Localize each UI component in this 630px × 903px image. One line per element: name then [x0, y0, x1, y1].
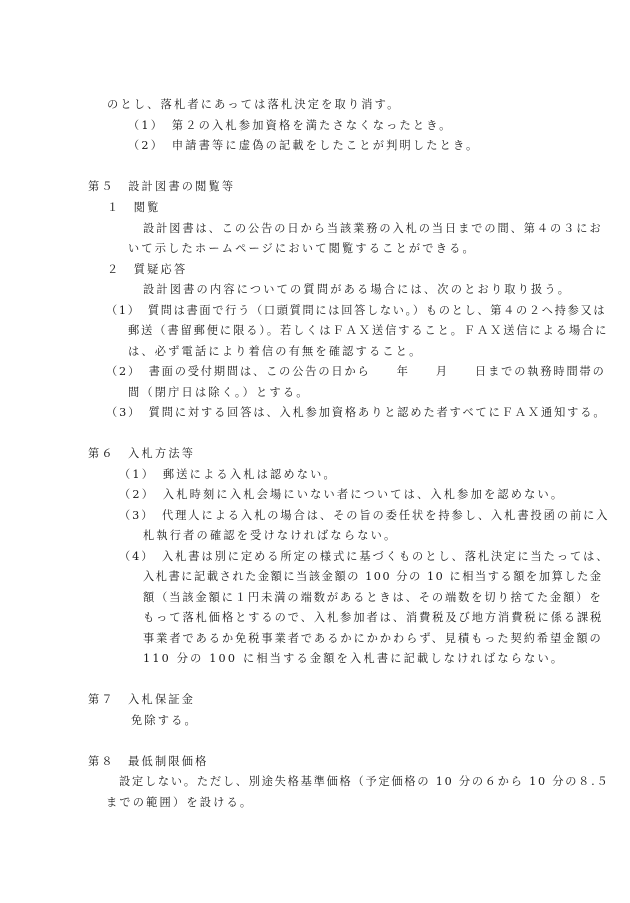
text-line: 事業者であるか免税事業者であるかにかかわらず、見積もった契約希望金額の — [143, 632, 603, 645]
section-heading: 第５ 設計図書の閲覧等 — [88, 180, 236, 193]
text-line: （2） 申請書等に虚偽の記載をしたことが判明したとき。 — [128, 139, 480, 152]
text-line: 額（当該金額に１円未満の端数があるときは、その端数を切り捨てた金額）を — [143, 591, 603, 604]
text-line: （2） 入札時刻に入札会場にいない者については、入札参加を認めない。 — [119, 488, 565, 501]
text-line: 設計図書の内容についての質問がある場合には、次のとおり取り扱う。 — [143, 283, 572, 296]
text-line: 免除する。 — [131, 714, 198, 727]
text-line: 設定しない。ただし、別途失格基準価格（予定価格の 10 分の６から 10 分の８.５ — [119, 775, 610, 788]
subsection-heading: ２ 質疑応答 — [107, 263, 188, 276]
section-heading: 第７ 入札保証金 — [88, 693, 196, 706]
text-line: （2） 書面の受付期間は、この公告の日から 年 月 日までの執務時間帯の — [106, 365, 606, 378]
subsection-heading: １ 閲覧 — [107, 201, 161, 214]
text-line: までの範囲）を設ける。 — [106, 796, 254, 809]
text-line: 110 分の 100 に相当する金額を入札書に記載しなければならない。 — [143, 652, 565, 665]
text-line: （1） 郵送による入札は認めない。 — [119, 468, 337, 481]
text-line: （3） 質問に対する回答は、入札参加資格ありと認めた者すべてにＦＡＸ通知する。 — [106, 406, 607, 419]
text-line: （3） 代理人による入札の場合は、その旨の委任状を持参し、入札書投函の前に入 — [119, 509, 610, 522]
text-line: 入札書に記載された金額に当該金額の 100 分の 10 に相当する額を加算した金 — [143, 570, 603, 583]
text-line: 設計図書は、この公告の日から当該業務の入札の当日までの間、第４の３にお — [143, 222, 603, 235]
text-line: いて示したホームページにおいて閲覧することができる。 — [128, 242, 476, 255]
section-heading: 第６ 入札方法等 — [88, 447, 196, 460]
text-line: のとし、落札者にあっては落札決定を取り消す。 — [107, 98, 401, 111]
text-line: （4） 入札書は別に定める所定の様式に基づくものとし、落札決定に当たっては、 — [119, 550, 610, 563]
text-line: （1） 第２の入札参加資格を満たさなくなったとき。 — [128, 119, 453, 132]
text-line: 郵送（書留郵便に限る）。若しくはＦＡＸ送信すること。ＦＡＸ送信による場合に — [128, 324, 609, 337]
text-line: もって落札価格とするので、入札参加者は、消費税及び地方消費税に係る課税 — [143, 611, 604, 624]
text-line: 札執行者の確認を受けなければならない。 — [143, 529, 398, 542]
section-heading: 第８ 最低制限価格 — [88, 755, 209, 768]
text-line: は、必ず電話により着信の有無を確認すること。 — [128, 345, 423, 358]
text-line: 間（閉庁日は除く。）とする。 — [128, 386, 310, 399]
text-line: （1） 質問は書面で行う（口頭質問には回答しない。）ものとし、第４の２へ持参又は — [106, 304, 607, 317]
